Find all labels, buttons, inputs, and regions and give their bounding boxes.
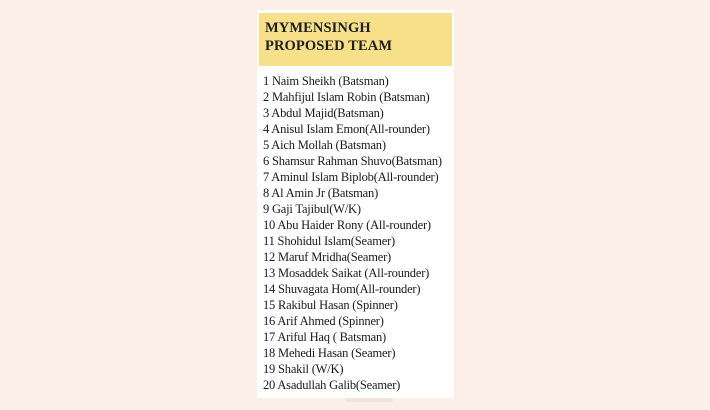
player-item: 2 Mahfijul Islam Robin (Batsman): [263, 90, 430, 104]
player-item: 1 Naim Sheikh (Batsman): [263, 74, 389, 88]
player-item: 4 Anisul Islam Emon(All-rounder): [263, 122, 430, 136]
player-item: 14 Shuvagata Hom(All-rounder): [263, 282, 421, 296]
team-title-line-2: PROPOSED TEAM: [265, 38, 393, 54]
player-list: [263, 73, 452, 393]
player-item: 10 Abu Haider Rony (All-rounder): [263, 218, 431, 232]
player-item: 11 Shohidul Islam(Seamer): [263, 234, 396, 248]
player-item: 8 Al Amin Jr (Batsman): [263, 186, 379, 200]
player-item: 6 Shamsur Rahman Shuvo(Batsman): [263, 154, 442, 168]
player-item: 5 Aich Mollah (Batsman): [263, 138, 386, 152]
player-item: 3 Abdul Majid(Batsman): [263, 106, 384, 120]
team-card: [257, 10, 454, 398]
player-item: 19 Shakil (W/K): [263, 362, 344, 376]
player-item: 18 Mehedi Hasan (Seamer): [263, 346, 396, 360]
team-card-header: [259, 13, 452, 66]
player-item: 17 Ariful Haq ( Batsman): [263, 330, 386, 344]
divider: [345, 398, 393, 402]
player-item: 13 Mosaddek Saikat (All-rounder): [263, 266, 430, 280]
player-item: 7 Aminul Islam Biplob(All-rounder): [263, 170, 439, 184]
player-item: 9 Gaji Tajibul(W/K): [263, 202, 361, 216]
player-item: 20 Asadullah Galib(Seamer): [263, 378, 401, 392]
player-item: 12 Maruf Mridha(Seamer): [263, 250, 391, 264]
player-item: 15 Rakibul Hasan (Spinner): [263, 298, 398, 312]
player-item: 16 Arif Ahmed (Spinner): [263, 314, 384, 328]
team-title-line-1: MYMENSINGH: [265, 20, 371, 36]
